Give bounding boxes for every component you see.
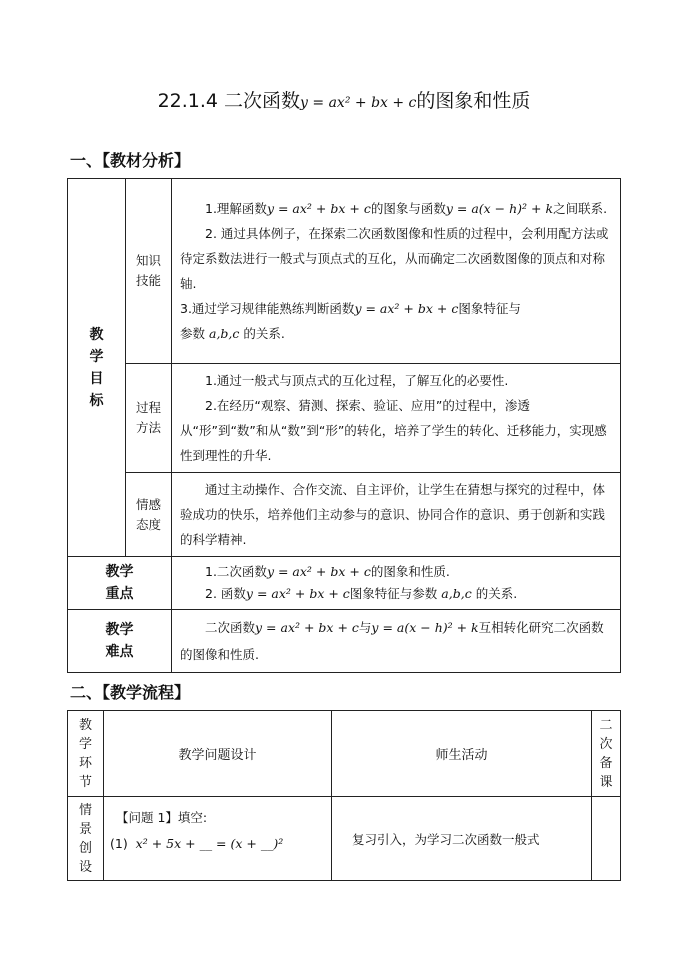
title-formula: y = ax² + bx + c bbox=[300, 95, 417, 111]
process-content bbox=[172, 364, 621, 473]
page-title bbox=[0, 86, 688, 113]
header-design: 教学问题设计 bbox=[104, 711, 332, 797]
header-activity: 师生活动 bbox=[332, 711, 592, 797]
emotion-content: 通过主动操作、合作交流、自主评价，让学生在猜想与探究的过程中，体验成功的快乐，培养他们主动参与的意识、协同合作的意识、勇于创新和实践的科学精神. bbox=[172, 473, 621, 557]
difficulty-label: 教学难点 bbox=[68, 610, 172, 673]
emotion-label: 情感态度 bbox=[126, 473, 172, 557]
difficulty-content: 二次函数y = ax² + bx + c与y = a(x − h)² + k互相转化研究二次函数的图像和性质. bbox=[172, 610, 621, 673]
section-heading-analysis: 一、【教材分析】 bbox=[70, 151, 191, 170]
knowledge-content bbox=[172, 179, 621, 364]
flow-table bbox=[67, 710, 621, 881]
key-item-1: 1.二次函数y = ax² + bx + c的图象和性质. bbox=[205, 564, 450, 579]
process-label: 过程方法 bbox=[126, 364, 172, 473]
key-label: 教学重点 bbox=[68, 557, 172, 610]
analysis-table bbox=[67, 178, 621, 673]
problem-item-1: (1) x² + 5x + __ = (x + __)² bbox=[110, 836, 284, 851]
process-item-2: 2.在经历“观察、猜测、探索、验证、应用”的过程中，渗透从“形”到“数”和从“数”到“形”的转化，培养了学生的转化、迁移能力，实现感性到理性的升华. bbox=[180, 398, 607, 463]
problem-title: 【问题 1】填空: bbox=[116, 810, 208, 825]
title-suffix: 的图象和性质 bbox=[416, 90, 531, 112]
process-item-1: 1.通过一般式与顶点式的互化过程，了解互化的必要性. bbox=[205, 373, 509, 388]
stage-scenario: 情景创设 bbox=[68, 797, 104, 881]
key-item-2: 2. 函数y = ax² + bx + c图象特征与参数 a,b,c 的关系. bbox=[205, 586, 518, 601]
knowledge-item-3: 3.通过学习规律能熟练判断函数y = ax² + bx + c图象特征与 参数 a,b,c 的关系. bbox=[180, 301, 521, 341]
knowledge-item-1: 1.理解函数y = ax² + bx + c的图象与函数y = a(x − h)² + k之间联系. bbox=[205, 201, 608, 216]
key-content bbox=[172, 557, 621, 610]
goal-label: 教学目标 bbox=[68, 179, 126, 557]
prep-cell bbox=[592, 797, 621, 881]
knowledge-item-2: 2. 通过具体例子，在探索二次函数图像和性质的过程中，会利用配方法或待定系数法进行一般式与顶点式的互化，从而确定二次函数图像的顶点和对称轴. bbox=[180, 226, 609, 291]
section-heading-flow: 二、【教学流程】 bbox=[70, 683, 191, 702]
activity-cell: 复习引入，为学习二次函数一般式 bbox=[332, 797, 592, 881]
problem-design-cell bbox=[104, 797, 332, 881]
title-prefix: 22.1.4 二次函数 bbox=[157, 90, 301, 112]
knowledge-label: 知识技能 bbox=[126, 179, 172, 364]
header-prep: 二次备课 bbox=[592, 711, 621, 797]
header-stage: 教学环节 bbox=[68, 711, 104, 797]
